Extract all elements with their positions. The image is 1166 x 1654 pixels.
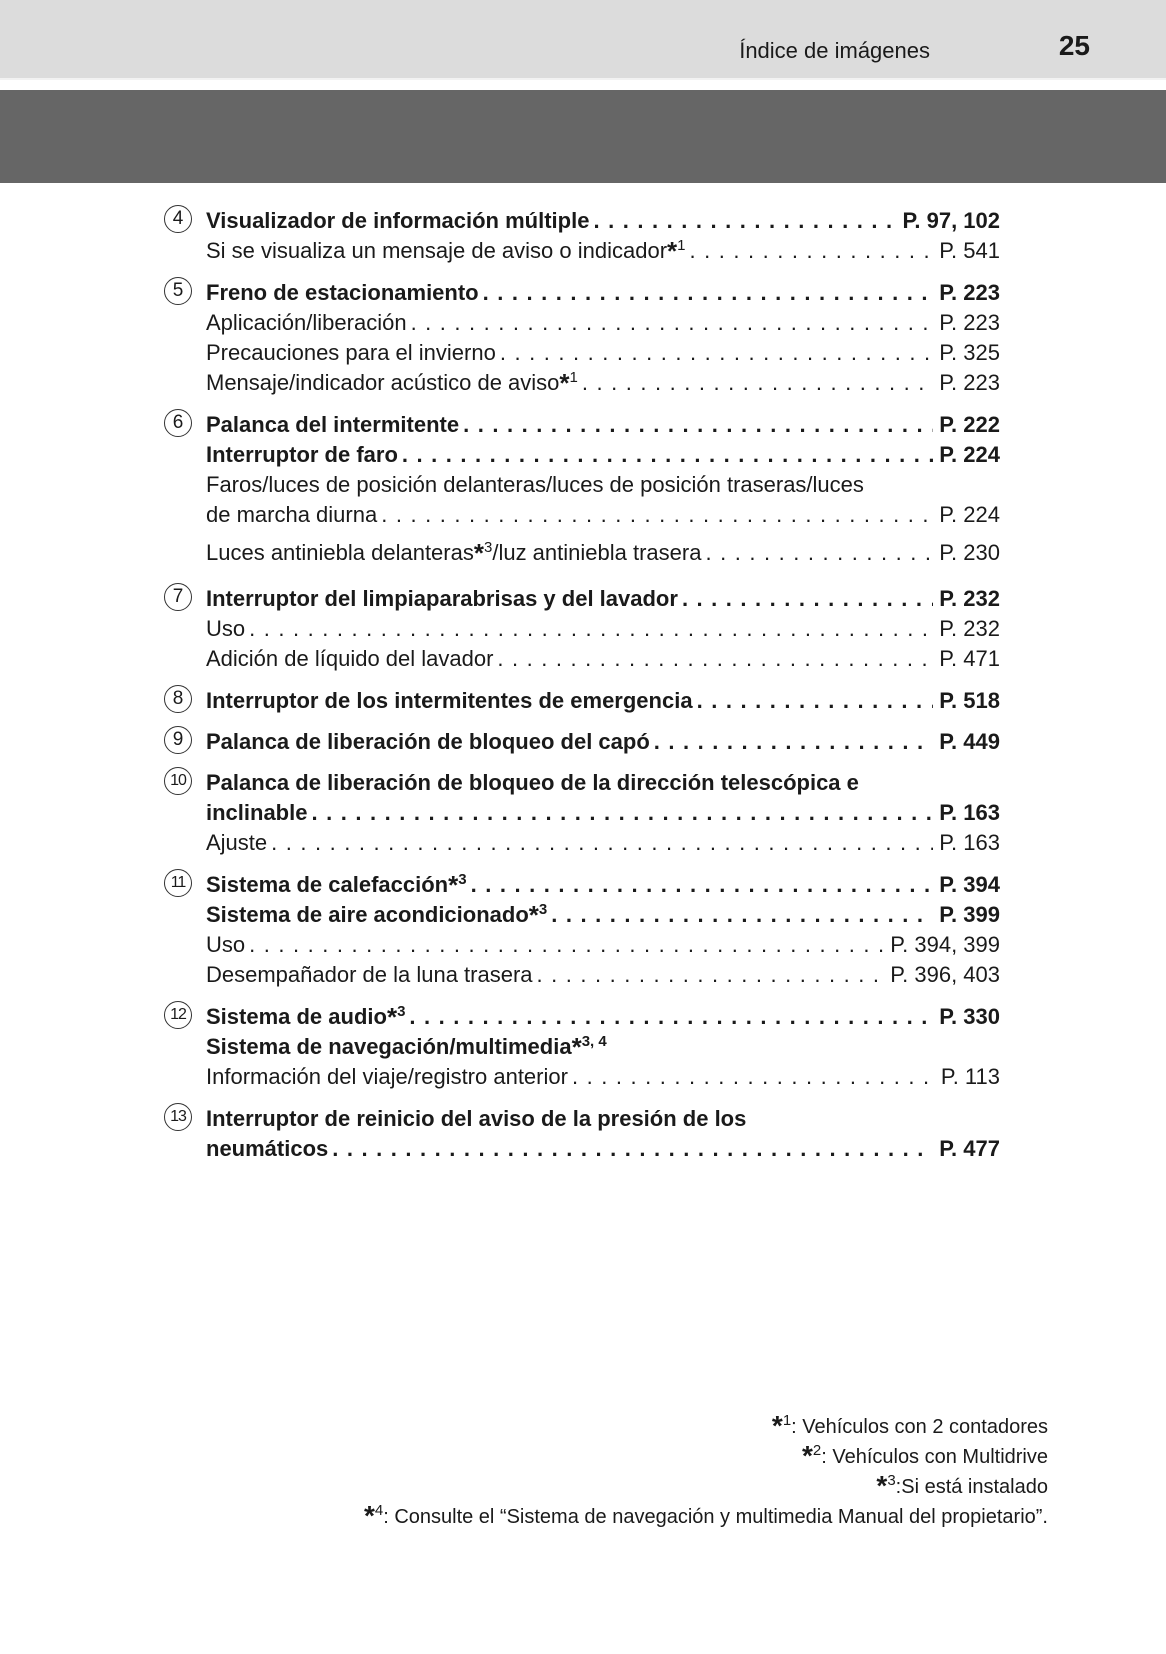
index-entry — [206, 870, 1000, 900]
page-ref: P. 232 — [939, 616, 1000, 641]
leader-dots — [402, 440, 933, 470]
item-number-13: 13 — [164, 1103, 192, 1131]
index-entry — [206, 206, 1000, 236]
leader-dots — [271, 828, 933, 858]
footnote-number: 2 — [812, 1442, 822, 1459]
footnote-number: 4 — [374, 1502, 384, 1519]
entry-text: Desempañador de la luna trasera — [206, 962, 533, 987]
index-subentry — [206, 960, 1000, 990]
footnote-ref: 1 — [569, 369, 578, 386]
footnote-ref: 3 — [397, 1003, 406, 1020]
footnotes — [364, 1412, 1048, 1532]
footnote-asterisk: * — [771, 1410, 783, 1441]
item-number-5: 5 — [164, 277, 192, 305]
leader-dots — [381, 500, 933, 530]
index-entry — [206, 798, 1000, 828]
page-ref: P. 330 — [939, 1004, 1000, 1029]
index-subentry — [206, 538, 1000, 568]
leader-dots — [682, 584, 933, 614]
page-ref: P. 399 — [939, 902, 1000, 927]
item-number-4: 4 — [164, 205, 192, 233]
header-divider — [0, 78, 1166, 80]
page-ref: P. 223 — [939, 370, 1000, 395]
index-subentry — [206, 500, 1000, 530]
footnote-asterisk: * — [448, 870, 459, 900]
entry-text: Sistema de calefacción — [206, 872, 449, 897]
leader-dots — [705, 538, 933, 568]
entry-text: Uso — [206, 616, 246, 641]
leader-dots — [537, 960, 885, 990]
leader-dots — [332, 1134, 933, 1164]
entry-text: Palanca del intermitente — [206, 412, 460, 437]
leader-dots — [582, 368, 933, 398]
leader-dots — [690, 236, 934, 266]
page-ref: P. 518 — [939, 688, 1000, 713]
index-subentry — [206, 338, 1000, 368]
entry-text: Si se visualiza un mensaje de aviso o indicador — [206, 238, 668, 263]
entry-text: Interruptor de los intermitentes de emergencia — [206, 688, 693, 713]
entry-text: neumáticos — [206, 1136, 329, 1161]
footnote-asterisk: * — [876, 1470, 888, 1501]
index-subentry — [206, 308, 1000, 338]
entry-text: Adición de líquido del lavador — [206, 646, 494, 671]
index-entry — [206, 900, 1000, 930]
page-ref: P. 230 — [939, 540, 1000, 565]
section-band — [0, 90, 1166, 183]
index-subentry — [206, 614, 1000, 644]
entry-text: Mensaje/indicador acústico de aviso — [206, 370, 560, 395]
entry-text: Ajuste — [206, 830, 268, 855]
page-ref: P. 223 — [939, 310, 1000, 335]
index-subentry — [206, 1062, 1000, 1092]
page-ref: P. 471 — [939, 646, 1000, 671]
entry-text: Aplicación/liberación — [206, 310, 407, 335]
page-ref: P. 232 — [939, 586, 1000, 611]
page-ref: P. 224 — [939, 502, 1000, 527]
index-entry — [206, 278, 1000, 308]
leader-dots — [483, 278, 934, 308]
page-ref: P. 449 — [939, 729, 1000, 754]
entry-text: Interruptor de faro — [206, 442, 398, 467]
index-entry — [206, 1134, 1000, 1164]
entry-text: Interruptor del limpiaparabrisas y del lavador — [206, 586, 678, 611]
page-ref: P. 396, 403 — [890, 962, 1000, 987]
item-number-8: 8 — [164, 685, 192, 713]
footnote-text: : Vehículos con 2 contadores — [791, 1416, 1048, 1438]
footnote-1 — [364, 1412, 1048, 1442]
footnote-text: : Consulte el “Sistema de navegación y multimedia Manual del propietario”. — [383, 1506, 1048, 1528]
leader-dots — [551, 900, 933, 930]
item-number-7: 7 — [164, 583, 192, 611]
leader-dots — [411, 308, 934, 338]
index-subentry — [206, 644, 1000, 674]
entry-text: inclinable — [206, 800, 308, 825]
header-title: Índice de imágenes — [739, 38, 930, 63]
index-subentry — [206, 930, 1000, 960]
entry-text: Palanca de liberación de bloqueo del capó — [206, 729, 650, 754]
entry-text: de marcha diurna — [206, 502, 378, 527]
leader-dots — [409, 1002, 933, 1032]
footnote-ref: 3, 4 — [581, 1033, 607, 1050]
entry-text: Sistema de audio — [206, 1004, 387, 1029]
page-ref: P. 394, 399 — [890, 932, 1000, 957]
leader-dots — [311, 798, 933, 828]
item-number-11: 11 — [164, 869, 192, 897]
footnote-asterisk: * — [528, 900, 539, 930]
footnote-asterisk: * — [571, 1032, 582, 1062]
page-ref: P. 477 — [939, 1136, 1000, 1161]
index-subentry: Faros/luces de posición delanteras/luces de posición traseras/luces — [206, 472, 864, 497]
item-number-10: 10 — [164, 767, 192, 795]
footnote-number: 1 — [782, 1412, 792, 1429]
entry-text: Freno de estacionamiento — [206, 280, 479, 305]
footnote-4 — [364, 1502, 1048, 1532]
footnote-ref: 3 — [458, 871, 467, 888]
index-entry — [206, 1002, 1000, 1032]
leader-dots — [497, 644, 933, 674]
entry-text: Uso — [206, 932, 246, 957]
footnote-2 — [364, 1442, 1048, 1472]
footnote-3 — [364, 1472, 1048, 1502]
index-subentry — [206, 236, 1000, 266]
page-ref: P. 97, 102 — [902, 208, 1000, 233]
index-subentry — [206, 368, 1000, 398]
footnote-number: 3 — [887, 1472, 896, 1489]
page-ref: P. 223 — [939, 280, 1000, 305]
leader-dots — [249, 930, 884, 960]
entry-text: Sistema de navegación/multimedia — [206, 1034, 572, 1059]
index-entry — [206, 1032, 1000, 1062]
item-number-12: 12 — [164, 1001, 192, 1029]
item-number-9: 9 — [164, 726, 192, 754]
index-entry — [206, 440, 1000, 470]
page-ref: P. 541 — [939, 238, 1000, 263]
entry-text: Precauciones para el invierno — [206, 340, 496, 365]
leader-dots — [500, 338, 933, 368]
footnote-asterisk: * — [386, 1002, 398, 1032]
footnote-asterisk: * — [801, 1440, 813, 1471]
page-ref: P. 113 — [940, 1064, 1000, 1089]
leader-dots — [593, 206, 896, 236]
entry-text: Sistema de aire acondicionado — [206, 902, 529, 927]
leader-dots — [471, 870, 934, 900]
entry-text: Luces antiniebla delanteras — [206, 540, 474, 565]
page-ref: P. 224 — [939, 442, 1000, 467]
leader-dots — [249, 614, 933, 644]
index-entry: Interruptor de reinicio del aviso de la presión de los — [206, 1106, 747, 1131]
page-ref: P. 163 — [939, 800, 1000, 825]
index-subentry — [206, 828, 1000, 858]
page-number: 25 — [1058, 30, 1090, 61]
leader-dots — [572, 1062, 935, 1092]
leader-dots — [654, 727, 933, 757]
page-ref: P. 394 — [939, 872, 1000, 897]
footnote-asterisk: * — [473, 538, 484, 568]
entry-text: /luz antiniebla trasera — [492, 540, 702, 565]
item-number-6: 6 — [164, 409, 192, 437]
header-band — [0, 0, 1166, 78]
index-entry — [206, 727, 1000, 757]
index-entry: Palanca de liberación de bloqueo de la dirección telescópica e — [206, 770, 859, 795]
index-entry — [206, 410, 1000, 440]
leader-dots — [697, 686, 934, 716]
footnote-asterisk: * — [667, 236, 678, 266]
footnote-text: : Vehículos con Multidrive — [821, 1446, 1048, 1468]
footnote-asterisk: * — [559, 368, 570, 398]
footnote-ref: 3 — [483, 539, 493, 556]
page-ref: P. 325 — [939, 340, 1000, 365]
index-entry — [206, 584, 1000, 614]
footnote-asterisk: * — [363, 1500, 375, 1531]
footnote-ref: 3 — [538, 901, 548, 918]
footnote-ref: 1 — [677, 237, 686, 254]
footnote-text: :Si está instalado — [895, 1476, 1048, 1498]
index-entry — [206, 686, 1000, 716]
page-ref: P. 222 — [939, 412, 1000, 437]
leader-dots — [463, 410, 933, 440]
entry-text: Información del viaje/registro anterior — [206, 1064, 568, 1089]
entry-text: Visualizador de información múltiple — [206, 208, 590, 233]
page-ref: P. 163 — [939, 830, 1000, 855]
